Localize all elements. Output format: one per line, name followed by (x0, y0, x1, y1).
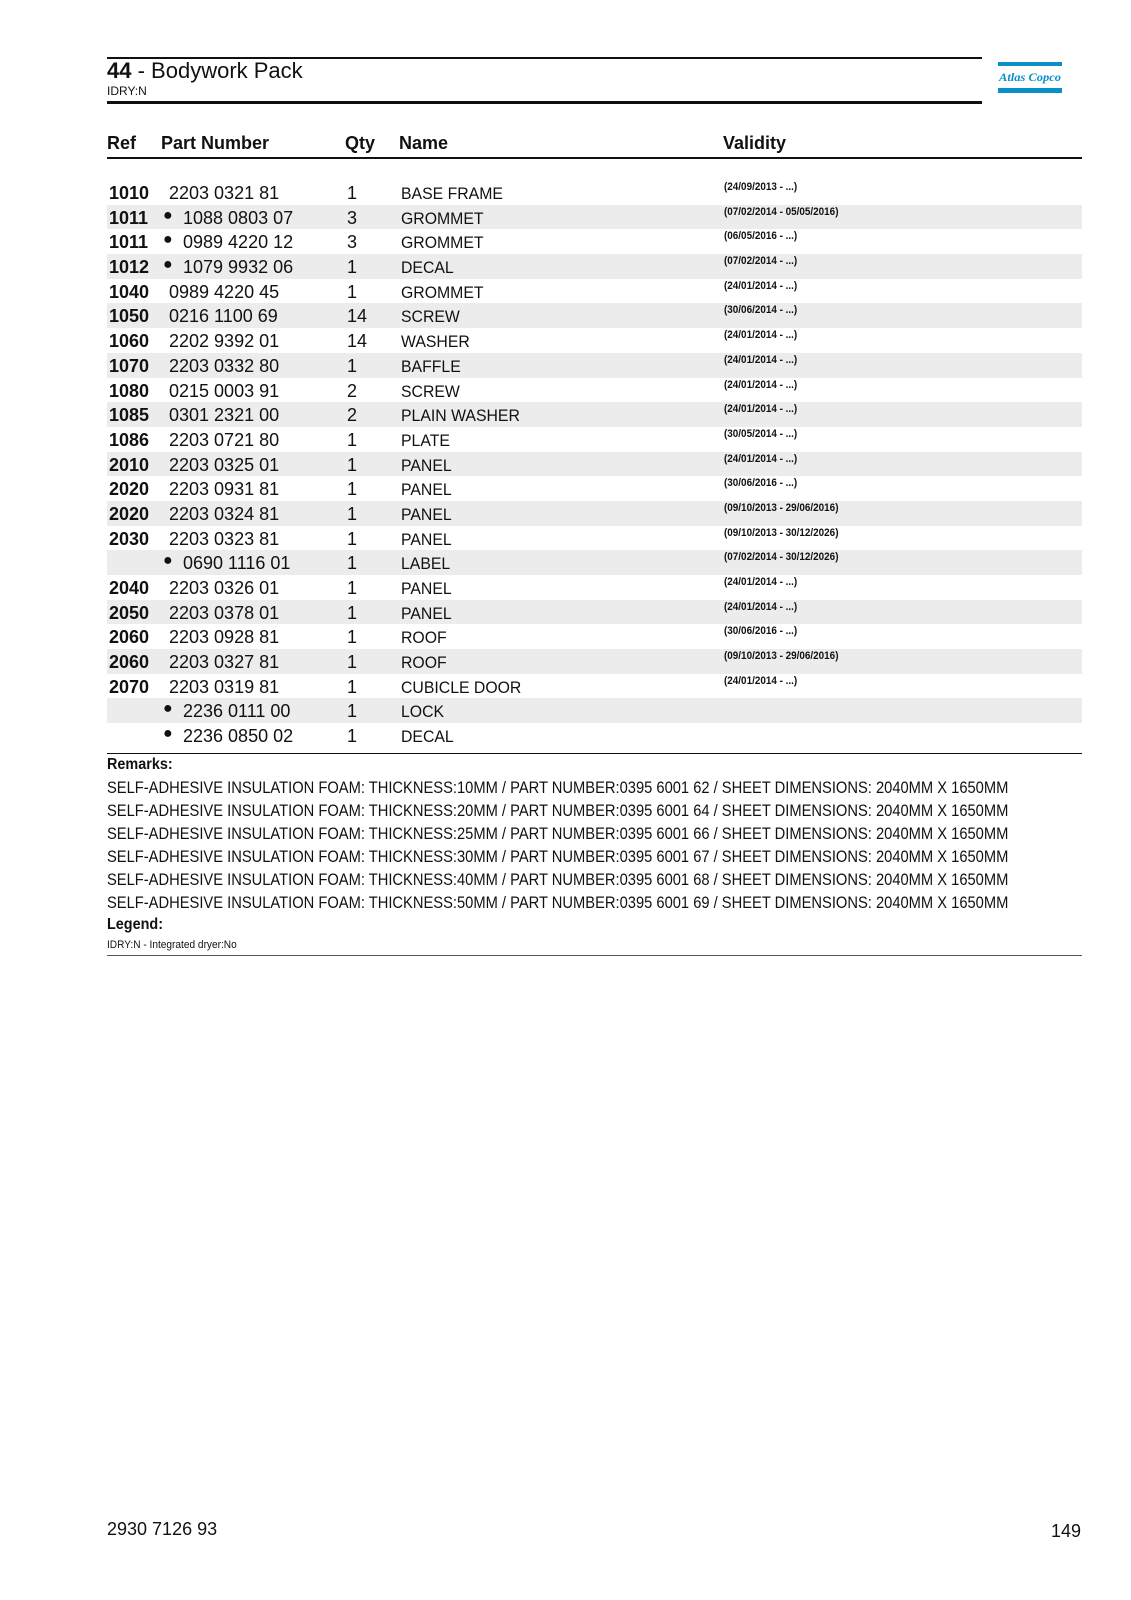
qty-cell: 14 (347, 306, 368, 327)
section-number: 44 (107, 58, 132, 83)
ref-cell: 1012 (109, 257, 150, 278)
qty-cell: 1 (347, 652, 358, 673)
bullet-icon: ● (163, 256, 173, 274)
ref-cell: 2020 (109, 479, 150, 500)
table-row (107, 501, 1082, 526)
name-cell: PANEL (401, 504, 452, 524)
remark-line: SELF-ADHESIVE INSULATION FOAM: THICKNESS:40MM / PART NUMBER:0395 6001 68 / SHEET DIMENSIONS: 2040MM X 1650MM (107, 870, 1009, 889)
part-number-cell: 2203 0319 81 (169, 676, 280, 697)
validity-cell: (24/01/2014 - ...) (724, 353, 798, 366)
table-row (107, 402, 1082, 427)
legend-rule (107, 955, 1082, 956)
remark-line: SELF-ADHESIVE INSULATION FOAM: THICKNESS:20MM / PART NUMBER:0395 6001 64 / SHEET DIMENSIONS: 2040MM X 1650MM (107, 801, 1009, 820)
validity-cell: (24/01/2014 - ...) (724, 279, 798, 292)
name-cell: GROMMET (401, 233, 484, 253)
ref-cell: 1060 (109, 331, 150, 352)
part-number-cell: 2203 0332 80 (169, 355, 280, 376)
table-row (107, 476, 1082, 501)
remark-line: SELF-ADHESIVE INSULATION FOAM: THICKNESS:10MM / PART NUMBER:0395 6001 62 / SHEET DIMENSIONS: 2040MM X 1650MM (107, 778, 1009, 797)
ref-cell: 1070 (109, 355, 150, 376)
bullet-icon: ● (163, 725, 173, 743)
qty-cell: 1 (347, 602, 358, 623)
qty-cell: 1 (347, 627, 358, 648)
table-row (107, 229, 1082, 254)
ref-cell: 2010 (109, 454, 150, 475)
qty-cell: 1 (347, 355, 358, 376)
validity-cell: (30/06/2016 - ...) (724, 625, 798, 638)
column-header-ref: Ref (107, 133, 137, 153)
table-row (107, 452, 1082, 477)
ref-cell: 2030 (109, 528, 150, 549)
qty-cell: 1 (347, 701, 358, 722)
page-subtitle: IDRY:N (107, 84, 147, 98)
ref-cell: 1011 (109, 232, 149, 253)
ref-cell: 1085 (109, 405, 150, 426)
ref-cell: 2050 (109, 602, 150, 623)
part-number-cell: 0989 4220 12 (183, 232, 294, 253)
name-cell: BASE FRAME (401, 184, 503, 203)
column-header-qty: Qty (345, 133, 376, 153)
validity-cell: (24/01/2014 - ...) (724, 378, 798, 391)
name-cell: ROOF (401, 628, 447, 648)
part-number-cell: 2203 0323 81 (169, 528, 280, 549)
parts-table (107, 180, 1082, 748)
validity-cell: (07/02/2014 - 30/12/2026) (724, 551, 839, 564)
table-row (107, 328, 1082, 353)
table-row (107, 600, 1082, 625)
remark-line: SELF-ADHESIVE INSULATION FOAM: THICKNESS:25MM / PART NUMBER:0395 6001 66 / SHEET DIMENSIONS: 2040MM X 1650MM (107, 824, 1009, 843)
atlas-copco-logo (998, 62, 1062, 94)
table-row (107, 624, 1082, 649)
name-cell: PLATE (401, 430, 450, 450)
validity-cell: (09/10/2013 - 29/06/2016) (724, 501, 839, 514)
validity-cell: (07/02/2014 - 05/05/2016) (724, 205, 839, 218)
section-title: Bodywork Pack (151, 58, 303, 83)
ref-cell: 1086 (109, 429, 150, 450)
part-number-cell: 1079 9932 06 (183, 257, 294, 278)
qty-cell: 1 (347, 528, 358, 549)
qty-cell: 2 (347, 405, 358, 426)
validity-cell: (07/02/2014 - ...) (724, 255, 798, 268)
page-title (107, 58, 303, 84)
validity-cell: (09/10/2013 - 29/06/2016) (724, 650, 839, 663)
name-cell: CUBICLE DOOR (401, 677, 522, 697)
part-number-cell: 0989 4220 45 (169, 281, 280, 302)
table-row (107, 205, 1082, 230)
qty-cell: 3 (347, 207, 358, 228)
name-cell: PANEL (401, 455, 452, 475)
ref-cell: 1011 (109, 207, 149, 228)
ref-cell: 2020 (109, 503, 150, 524)
table-row (107, 674, 1082, 699)
part-number-cell: 0216 1100 69 (169, 306, 278, 327)
qty-cell: 3 (347, 232, 358, 253)
document-number: 2930 7126 93 (107, 1519, 218, 1539)
validity-cell: (24/01/2014 - ...) (724, 674, 798, 687)
table-row (107, 279, 1082, 304)
part-number-cell: 2203 0931 81 (169, 479, 280, 500)
part-number-cell: 2203 0928 81 (169, 627, 280, 648)
name-cell: DECAL (401, 258, 454, 278)
qty-cell: 1 (347, 429, 358, 450)
legend-title: Legend: (107, 916, 163, 933)
name-cell: LOCK (401, 702, 445, 722)
ref-cell: 2060 (109, 652, 150, 673)
qty-cell: 1 (347, 726, 358, 747)
table-row (107, 649, 1082, 674)
validity-cell: (24/01/2014 - ...) (724, 329, 798, 342)
part-number-cell: 2203 0721 80 (169, 429, 280, 450)
qty-cell: 1 (347, 553, 358, 574)
table-row (107, 254, 1082, 279)
part-number-cell: 2203 0321 81 (169, 183, 280, 203)
validity-cell: (24/01/2014 - ...) (724, 576, 798, 588)
name-cell: PANEL (401, 480, 452, 500)
column-header-validity: Validity (723, 133, 787, 153)
part-number-cell: 2203 0378 01 (169, 602, 280, 623)
validity-cell: (06/05/2016 - ...) (724, 230, 798, 243)
bullet-icon: ● (163, 206, 173, 224)
qty-cell: 1 (347, 281, 358, 302)
part-number-cell: 2203 0324 81 (169, 503, 280, 524)
part-number-cell: 2202 9392 01 (169, 331, 280, 352)
ref-cell: 1080 (109, 380, 150, 401)
name-cell: WASHER (401, 332, 470, 352)
legend-text: IDRY:N - Integrated dryer:No (107, 939, 237, 951)
table-header-rule (107, 157, 1082, 159)
ref-cell: 1040 (109, 281, 150, 302)
qty-cell: 1 (347, 479, 358, 500)
remark-line: SELF-ADHESIVE INSULATION FOAM: THICKNESS:50MM / PART NUMBER:0395 6001 69 / SHEET DIMENSIONS: 2040MM X 1650MM (107, 893, 1009, 912)
validity-cell: (24/01/2014 - ...) (724, 452, 798, 465)
table-row (107, 427, 1082, 452)
table-row (107, 303, 1082, 328)
name-cell: GROMMET (401, 208, 484, 228)
qty-cell: 2 (347, 380, 358, 401)
validity-cell: (24/01/2014 - ...) (724, 600, 798, 613)
part-number-cell: 0690 1116 01 (183, 553, 291, 574)
bullet-icon: ● (163, 700, 173, 718)
name-cell: BAFFLE (401, 356, 461, 376)
bullet-icon: ● (163, 231, 173, 249)
table-row (107, 698, 1082, 723)
name-cell: PANEL (401, 603, 452, 623)
part-number-cell: 1088 0803 07 (183, 207, 294, 228)
title-separator: - (131, 58, 152, 83)
name-cell: PANEL (401, 579, 452, 598)
qty-cell: 1 (347, 503, 358, 524)
name-cell: PLAIN WASHER (401, 406, 520, 426)
name-cell: ROOF (401, 653, 447, 673)
ref-cell: 2070 (109, 676, 150, 697)
table-row (107, 723, 1082, 748)
part-number-cell: 2203 0327 81 (169, 652, 280, 673)
remark-line: SELF-ADHESIVE INSULATION FOAM: THICKNESS:30MM / PART NUMBER:0395 6001 67 / SHEET DIMENSIONS: 2040MM X 1650MM (107, 847, 1009, 866)
logo-text: Atlas Copco (998, 70, 1061, 84)
column-header-name: Name (399, 133, 449, 153)
bullet-icon: ● (163, 552, 173, 570)
table-end-rule (107, 753, 1082, 754)
page-number: 149 (1051, 1521, 1082, 1541)
qty-cell: 1 (347, 676, 358, 697)
table-row (107, 378, 1082, 403)
qty-cell: 1 (347, 578, 358, 598)
table-row (107, 575, 1082, 600)
ref-cell: 2060 (109, 627, 150, 648)
name-cell: GROMMET (401, 282, 484, 302)
validity-cell: (24/09/2013 - ...) (724, 181, 798, 193)
part-number-cell: 2236 0111 00 (183, 701, 291, 722)
part-number-cell: 2203 0326 01 (169, 578, 280, 598)
part-number-cell: 2236 0850 02 (183, 726, 294, 747)
validity-cell: (30/06/2016 - ...) (724, 477, 798, 490)
qty-cell: 1 (347, 183, 358, 203)
header-bottom-rule (107, 101, 982, 104)
name-cell: SCREW (401, 381, 460, 401)
ref-cell: 1010 (109, 183, 150, 203)
name-cell: LABEL (401, 554, 451, 574)
part-number-cell: 2203 0325 01 (169, 454, 280, 475)
part-number-cell: 0215 0003 91 (169, 380, 280, 401)
validity-cell: (24/01/2014 - ...) (724, 403, 798, 416)
ref-cell: 1050 (109, 306, 150, 327)
name-cell: SCREW (401, 307, 460, 327)
qty-cell: 14 (347, 331, 368, 352)
validity-cell: (30/06/2014 - ...) (724, 304, 798, 317)
table-row (107, 353, 1082, 378)
qty-cell: 1 (347, 454, 358, 475)
validity-cell: (30/05/2014 - ...) (724, 427, 798, 440)
name-cell: PANEL (401, 529, 452, 549)
column-header-part-number: Part Number (161, 133, 270, 153)
table-row (107, 526, 1082, 551)
name-cell: DECAL (401, 727, 454, 747)
part-number-cell: 0301 2321 00 (169, 405, 280, 426)
qty-cell: 1 (347, 257, 358, 278)
remarks-title: Remarks: (107, 756, 173, 773)
ref-cell: 2040 (109, 578, 150, 598)
validity-cell: (09/10/2013 - 30/12/2026) (724, 526, 839, 539)
table-row (107, 180, 1082, 205)
table-row (107, 550, 1082, 575)
